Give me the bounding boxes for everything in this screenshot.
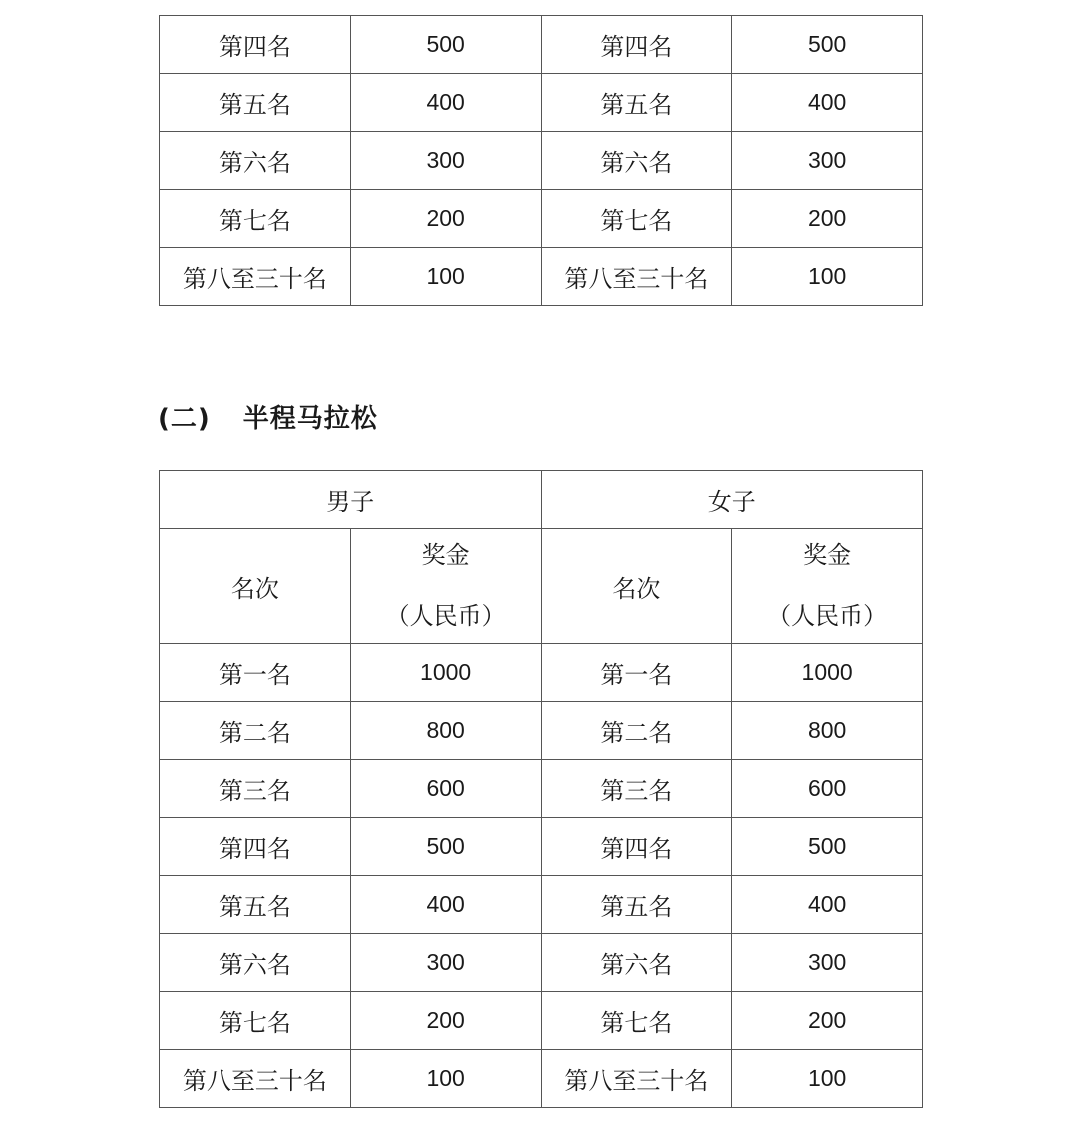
female-prize-cell: 200: [732, 190, 923, 248]
table-group-header-row: [160, 471, 923, 529]
female-prize-cell: 100: [732, 1050, 923, 1108]
table-row: [160, 248, 923, 306]
male-rank-cell: 第八至三十名: [160, 1050, 351, 1108]
male-prize-cell: 300: [350, 934, 541, 992]
female-rank-cell: 第五名: [541, 876, 732, 934]
section-heading: [158, 398, 378, 435]
table-row: [160, 876, 923, 934]
male-prize-cell: 200: [350, 190, 541, 248]
male-rank-cell: 第五名: [160, 74, 351, 132]
prize-header-line1: 奖金: [803, 541, 852, 570]
male-rank-cell: 第六名: [160, 132, 351, 190]
prize-table-continued: [159, 15, 923, 306]
table-column-header-row: [160, 529, 923, 644]
female-rank-cell: 第五名: [541, 74, 732, 132]
male-prize-cell: 800: [350, 702, 541, 760]
table-row: [160, 132, 923, 190]
female-rank-cell: 第八至三十名: [541, 1050, 732, 1108]
male-prize-cell: 400: [350, 876, 541, 934]
male-prize-cell: 100: [350, 1050, 541, 1108]
male-rank-cell: 第三名: [160, 760, 351, 818]
female-prize-cell: 600: [732, 760, 923, 818]
female-rank-cell: 第八至三十名: [541, 248, 732, 306]
female-rank-cell: 第二名: [541, 702, 732, 760]
female-group-header: 女子: [541, 471, 923, 529]
male-rank-cell: 第五名: [160, 876, 351, 934]
female-prize-header: [732, 529, 923, 644]
female-prize-cell: 100: [732, 248, 923, 306]
female-prize-cell: 1000: [732, 644, 923, 702]
table-row: [160, 190, 923, 248]
table-row: [160, 992, 923, 1050]
table-row: [160, 1050, 923, 1108]
female-prize-cell: 800: [732, 702, 923, 760]
table-row: [160, 818, 923, 876]
male-rank-cell: 第八至三十名: [160, 248, 351, 306]
prize-table-continued-body: [160, 16, 923, 306]
male-rank-header: 名次: [160, 529, 351, 644]
female-rank-cell: 第七名: [541, 190, 732, 248]
female-rank-header: 名次: [541, 529, 732, 644]
female-rank-cell: 第六名: [541, 132, 732, 190]
section-number: (二): [158, 404, 211, 434]
section-title: 半程马拉松: [242, 404, 378, 434]
prize-header-line2: （人民币）: [385, 602, 506, 630]
female-rank-cell: 第四名: [541, 16, 732, 74]
female-rank-cell: 第四名: [541, 818, 732, 876]
male-prize-cell: 600: [350, 760, 541, 818]
female-prize-cell: 300: [732, 934, 923, 992]
male-prize-header: [350, 529, 541, 644]
male-group-header: 男子: [160, 471, 542, 529]
male-prize-cell: 400: [350, 74, 541, 132]
male-rank-cell: 第六名: [160, 934, 351, 992]
prize-header-line2: （人民币）: [767, 602, 888, 630]
female-prize-cell: 400: [732, 74, 923, 132]
female-rank-cell: 第一名: [541, 644, 732, 702]
female-prize-cell: 500: [732, 818, 923, 876]
table-row: [160, 74, 923, 132]
table-row: [160, 644, 923, 702]
male-rank-cell: 第四名: [160, 818, 351, 876]
male-prize-cell: 200: [350, 992, 541, 1050]
female-prize-cell: 300: [732, 132, 923, 190]
female-rank-cell: 第七名: [541, 992, 732, 1050]
table-row: [160, 702, 923, 760]
male-rank-cell: 第四名: [160, 16, 351, 74]
male-prize-cell: 100: [350, 248, 541, 306]
male-prize-cell: 500: [350, 818, 541, 876]
male-prize-cell: 300: [350, 132, 541, 190]
male-prize-cell: 500: [350, 16, 541, 74]
female-prize-cell: 500: [732, 16, 923, 74]
male-prize-cell: 1000: [350, 644, 541, 702]
female-prize-cell: 200: [732, 992, 923, 1050]
female-rank-cell: 第六名: [541, 934, 732, 992]
table-row: [160, 934, 923, 992]
half-marathon-prize-table: [159, 470, 923, 1108]
table-row: [160, 16, 923, 74]
male-rank-cell: 第七名: [160, 190, 351, 248]
prize-header-line1: 奖金: [421, 541, 470, 570]
table-row: [160, 760, 923, 818]
half-marathon-prize-table-body: [160, 471, 923, 1108]
male-rank-cell: 第二名: [160, 702, 351, 760]
male-rank-cell: 第七名: [160, 992, 351, 1050]
female-prize-cell: 400: [732, 876, 923, 934]
male-rank-cell: 第一名: [160, 644, 351, 702]
female-rank-cell: 第三名: [541, 760, 732, 818]
